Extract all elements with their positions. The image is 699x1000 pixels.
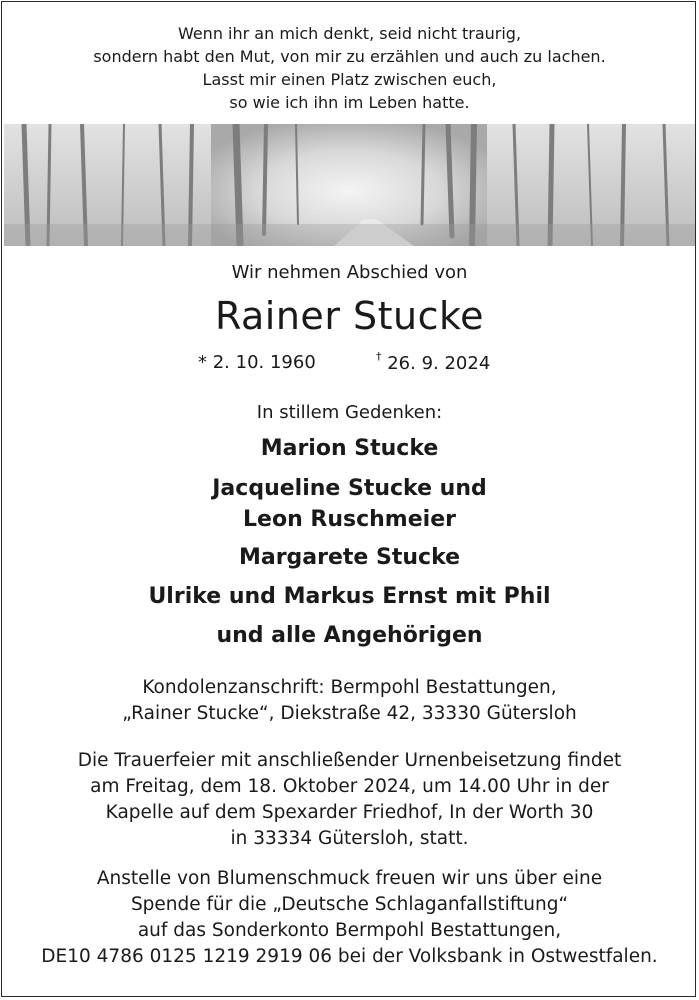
memorial-heading: In stillem Gedenken: [256, 402, 443, 423]
donation-line: Anstelle von Blumenschmuck freuen wir uns über eine [96, 868, 603, 889]
mourner-name: Margarete Stucke [238, 545, 461, 570]
poem-line: sondern habt den Mut, von mir zu erzählen und auch zu lachen. [93, 47, 606, 66]
poem-line: so wie ich ihn im Leben hatte. [229, 93, 470, 112]
ceremony-line: Kapelle auf dem Spexarder Friedhof, In der Worth 30 [105, 802, 594, 823]
birth-date [198, 352, 316, 373]
cross-icon: † [376, 350, 382, 363]
donation-info [0, 866, 699, 970]
death-date [376, 352, 490, 374]
farewell-intro: Wir nehmen Abschied von [231, 262, 468, 283]
condolence-line: „Rainer Stucke“, Diekstraße 42, 33330 Gütersloh [122, 703, 577, 724]
poem-line: Wenn ihr an mich denkt, seid nicht traurig, [177, 24, 522, 43]
mourner-name: Ulrike und Markus Ernst mit Phil [148, 584, 551, 609]
mourner-name: Marion Stucke [260, 436, 439, 461]
mourner-name: Leon Ruschmeier [243, 507, 456, 532]
forest-path-photo [4, 124, 695, 246]
condolence-line: Kondolenzanschrift: Bermpohl Bestattungen, [142, 677, 557, 698]
poem-line: Lasst mir einen Platz zwischen euch, [202, 70, 497, 89]
ceremony-line: am Freitag, dem 18. Oktober 2024, um 14.00 Uhr in der [90, 776, 609, 797]
death-date-value: 26. 9. 2024 [387, 353, 491, 374]
mourner-name: Jacqueline Stucke und [212, 476, 487, 501]
poem [0, 22, 699, 114]
ceremony-line: in 33334 Gütersloh, statt. [230, 828, 469, 849]
donation-line: DE10 4786 0125 1219 2919 06 bei der Volksbank in Ostwestfalen. [41, 946, 658, 967]
ceremony-line: Die Trauerfeier mit anschließender Urnenbeisetzung findet [77, 750, 622, 771]
ceremony-info [0, 748, 699, 852]
donation-line: auf das Sonderkonto Bermpohl Bestattungen, [137, 920, 562, 941]
mourner-name: und alle Angehörigen [216, 623, 483, 648]
condolence-address [0, 675, 699, 727]
birth-symbol: * [198, 352, 207, 373]
donation-line: Spende für die „Deutsche Schlaganfallstiftung“ [130, 894, 569, 915]
birth-date-value: 2. 10. 1960 [212, 352, 316, 373]
deceased-name: Rainer Stucke [214, 294, 485, 338]
